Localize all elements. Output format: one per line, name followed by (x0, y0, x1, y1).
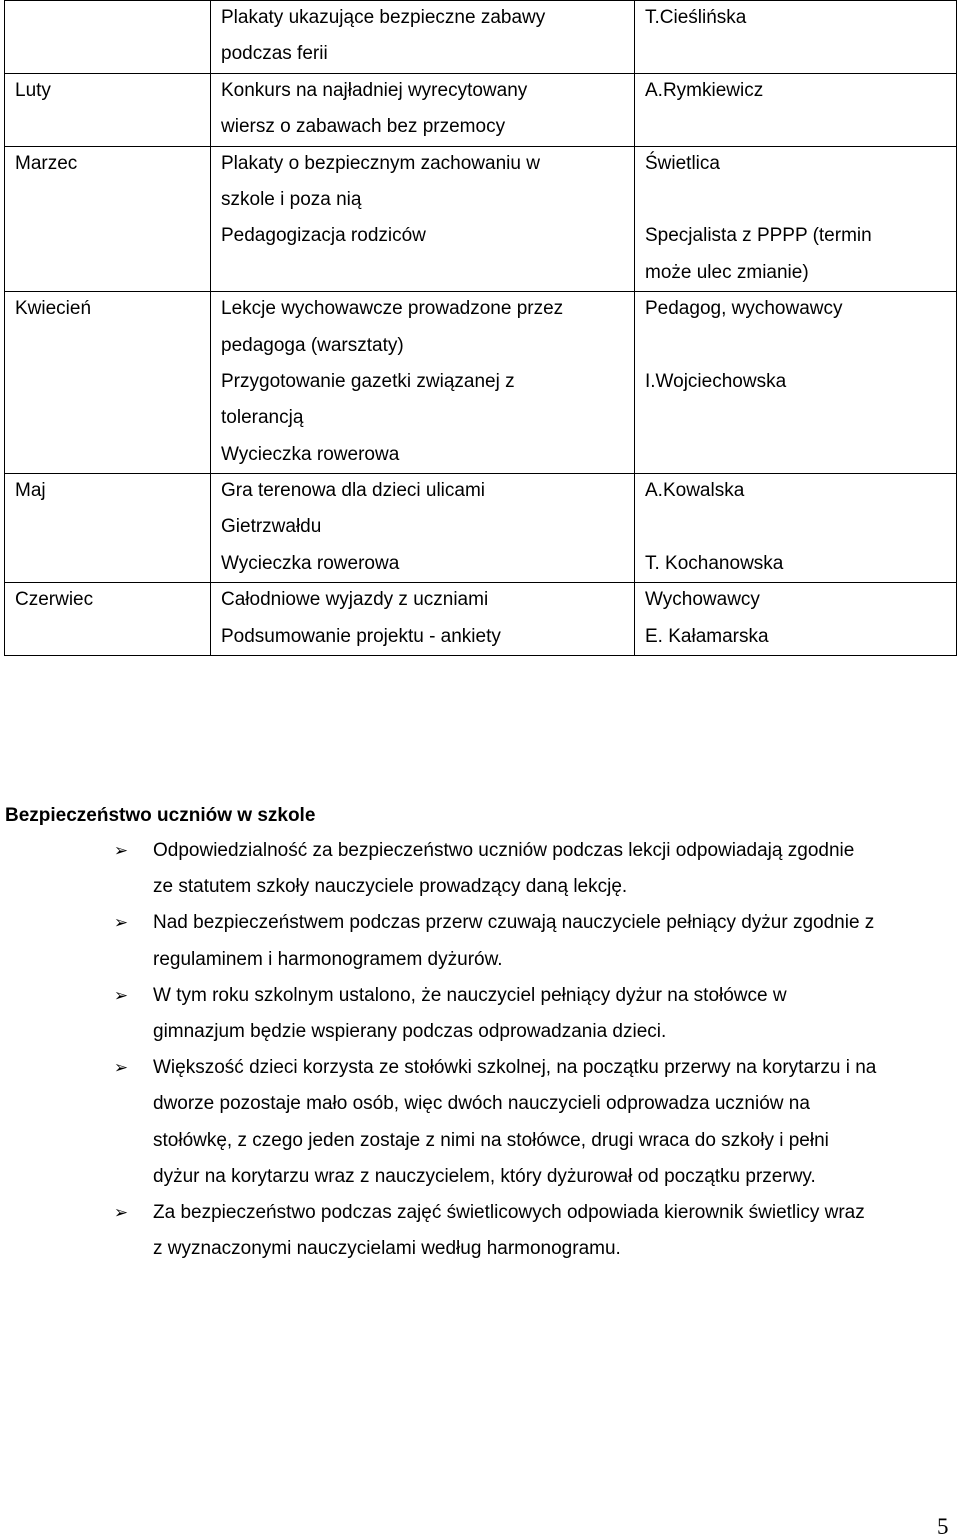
bullet-text-line: Większość dzieci korzysta ze stołówki szkolnej, na początku przerwy na korytarzu i na (153, 1057, 877, 1079)
responsible-cell (635, 474, 957, 583)
table-row (5, 146, 957, 292)
bullet-text-line: Odpowiedzialność za bezpieczeństwo uczniów podczas lekcji odpowiadają zgodnie (153, 840, 855, 861)
responsible-line (645, 36, 948, 72)
responsible-cell (635, 583, 957, 656)
table-row (5, 73, 957, 146)
activity-line: Plakaty o bezpiecznym zachowaniu w (221, 152, 540, 174)
activity-line: Konkurs na najładniej wyrecytowany (221, 79, 528, 101)
activity-line: Przygotowanie gazetki związanej z (221, 370, 515, 392)
responsible-line: T. Kochanowska (645, 552, 784, 574)
responsible-line (645, 328, 948, 364)
responsible-line: A.Rymkiewicz (645, 79, 764, 101)
bullet-text-line: regulaminem i harmonogramem dyżurów. (153, 948, 503, 970)
activity-line: Gietrzwałdu (221, 516, 322, 538)
bullet-text-line: gimnazjum będzie wspierany podczas odprowadzania dzieci. (153, 1021, 667, 1043)
responsible-line (645, 437, 948, 473)
activity-line: Pedagogizacja rodziców (221, 225, 426, 247)
list-item (0, 833, 960, 905)
bullet-text-line: dyżur na korytarzu wraz z nauczycielem, który dyżurował od początku przerwy. (153, 1165, 816, 1187)
month-label: Marzec (15, 152, 78, 174)
arrowhead-bullet-icon: ➢ (113, 985, 129, 1006)
bullet-text-line: stołówkę, z czego jeden zostaje z nimi na stołówce, drugi wraca do szkoły i pełni (153, 1129, 829, 1151)
table-row (5, 474, 957, 583)
month-label: Czerwiec (15, 589, 94, 611)
activity-line: pedagoga (warsztaty) (221, 334, 404, 356)
responsible-line: Specjalista z PPPP (termin (645, 225, 872, 247)
activity-line: Lekcje wychowawcze prowadzone przez (221, 298, 564, 320)
responsible-line: Pedagog, wychowawcy (645, 298, 843, 320)
activity-line: Plakaty ukazujące bezpieczne zabawy (221, 7, 546, 28)
activity-line: tolerancją (221, 407, 304, 429)
arrowhead-bullet-icon: ➢ (113, 913, 129, 934)
responsible-cell (635, 73, 957, 146)
responsible-line (645, 182, 948, 218)
activity-line: Wycieczka rowerowa (221, 552, 400, 574)
list-item (0, 1195, 960, 1267)
month-label (15, 0, 202, 36)
table-row (5, 583, 957, 656)
responsible-line: A.Kowalska (645, 480, 745, 502)
activity-line: podczas ferii (221, 43, 328, 65)
responsible-line: może ulec zmianie) (645, 261, 809, 283)
activity-line: Podsumowanie projektu - ankiety (221, 625, 501, 647)
activity-cell (211, 474, 635, 583)
activity-line: wiersz o zabawach bez przemocy (221, 116, 506, 138)
activity-line (221, 255, 626, 291)
month-cell (5, 1, 211, 74)
responsible-line (645, 509, 948, 545)
bullet-text-line: dworze pozostaje mało osób, więc dwóch nauczycieli odprowadza uczniów na (153, 1093, 810, 1115)
safety-bullet-list (0, 833, 960, 1267)
table-row (5, 1, 957, 74)
activity-line: Gra terenowa dla dzieci ulicami (221, 480, 486, 502)
responsible-line: Wychowawcy (645, 589, 760, 611)
month-label: Maj (15, 480, 46, 502)
arrowhead-bullet-icon: ➢ (113, 841, 129, 861)
activity-cell (211, 146, 635, 292)
list-item (0, 905, 960, 977)
list-item (0, 978, 960, 1050)
bullet-text-line: z wyznaczonymi nauczycielami według harmonogramu. (153, 1238, 621, 1260)
responsible-cell (635, 146, 957, 292)
activity-line: Wycieczka rowerowa (221, 443, 400, 465)
activity-cell (211, 73, 635, 146)
schedule-table (4, 0, 957, 656)
month-cell (5, 73, 211, 146)
activity-cell (211, 292, 635, 474)
responsible-line: E. Kałamarska (645, 625, 769, 647)
responsible-line (645, 400, 948, 436)
activity-line: szkole i poza nią (221, 188, 362, 210)
bullet-text-line: W tym roku szkolnym ustalono, że nauczyciel pełniący dyżur na stołówce w (153, 984, 787, 1006)
month-cell (5, 583, 211, 656)
responsible-cell (635, 292, 957, 474)
activity-cell (211, 583, 635, 656)
page-number: 5 (937, 1514, 949, 1539)
responsible-line (645, 109, 948, 145)
activity-line: Całodniowe wyjazdy z uczniami (221, 589, 489, 611)
arrowhead-bullet-icon: ➢ (113, 1203, 129, 1224)
responsible-line: Świetlica (645, 152, 720, 174)
bullet-text-line: Nad bezpieczeństwem podczas przerw czuwają nauczyciele pełniący dyżur zgodnie z (153, 912, 875, 934)
table-row (5, 292, 957, 474)
arrowhead-bullet-icon: ➢ (113, 1058, 129, 1079)
month-label: Kwiecień (15, 298, 92, 320)
month-cell (5, 292, 211, 474)
month-cell (5, 146, 211, 292)
list-item (0, 1050, 960, 1195)
schedule-table-body (5, 1, 957, 656)
section-heading: Bezpieczeństwo uczniów w szkole (5, 805, 316, 826)
responsible-line: T.Cieślińska (645, 7, 747, 28)
responsible-line: I.Wojciechowska (645, 370, 787, 392)
month-cell (5, 474, 211, 583)
activity-cell (211, 1, 635, 74)
responsible-cell (635, 1, 957, 74)
month-label: Luty (15, 79, 51, 101)
bullet-text-line: Za bezpieczeństwo podczas zajęć świetlicowych odpowiada kierownik świetlicy wraz (153, 1202, 865, 1224)
bullet-text-line: ze statutem szkoły nauczyciele prowadzący daną lekcję. (153, 876, 628, 898)
